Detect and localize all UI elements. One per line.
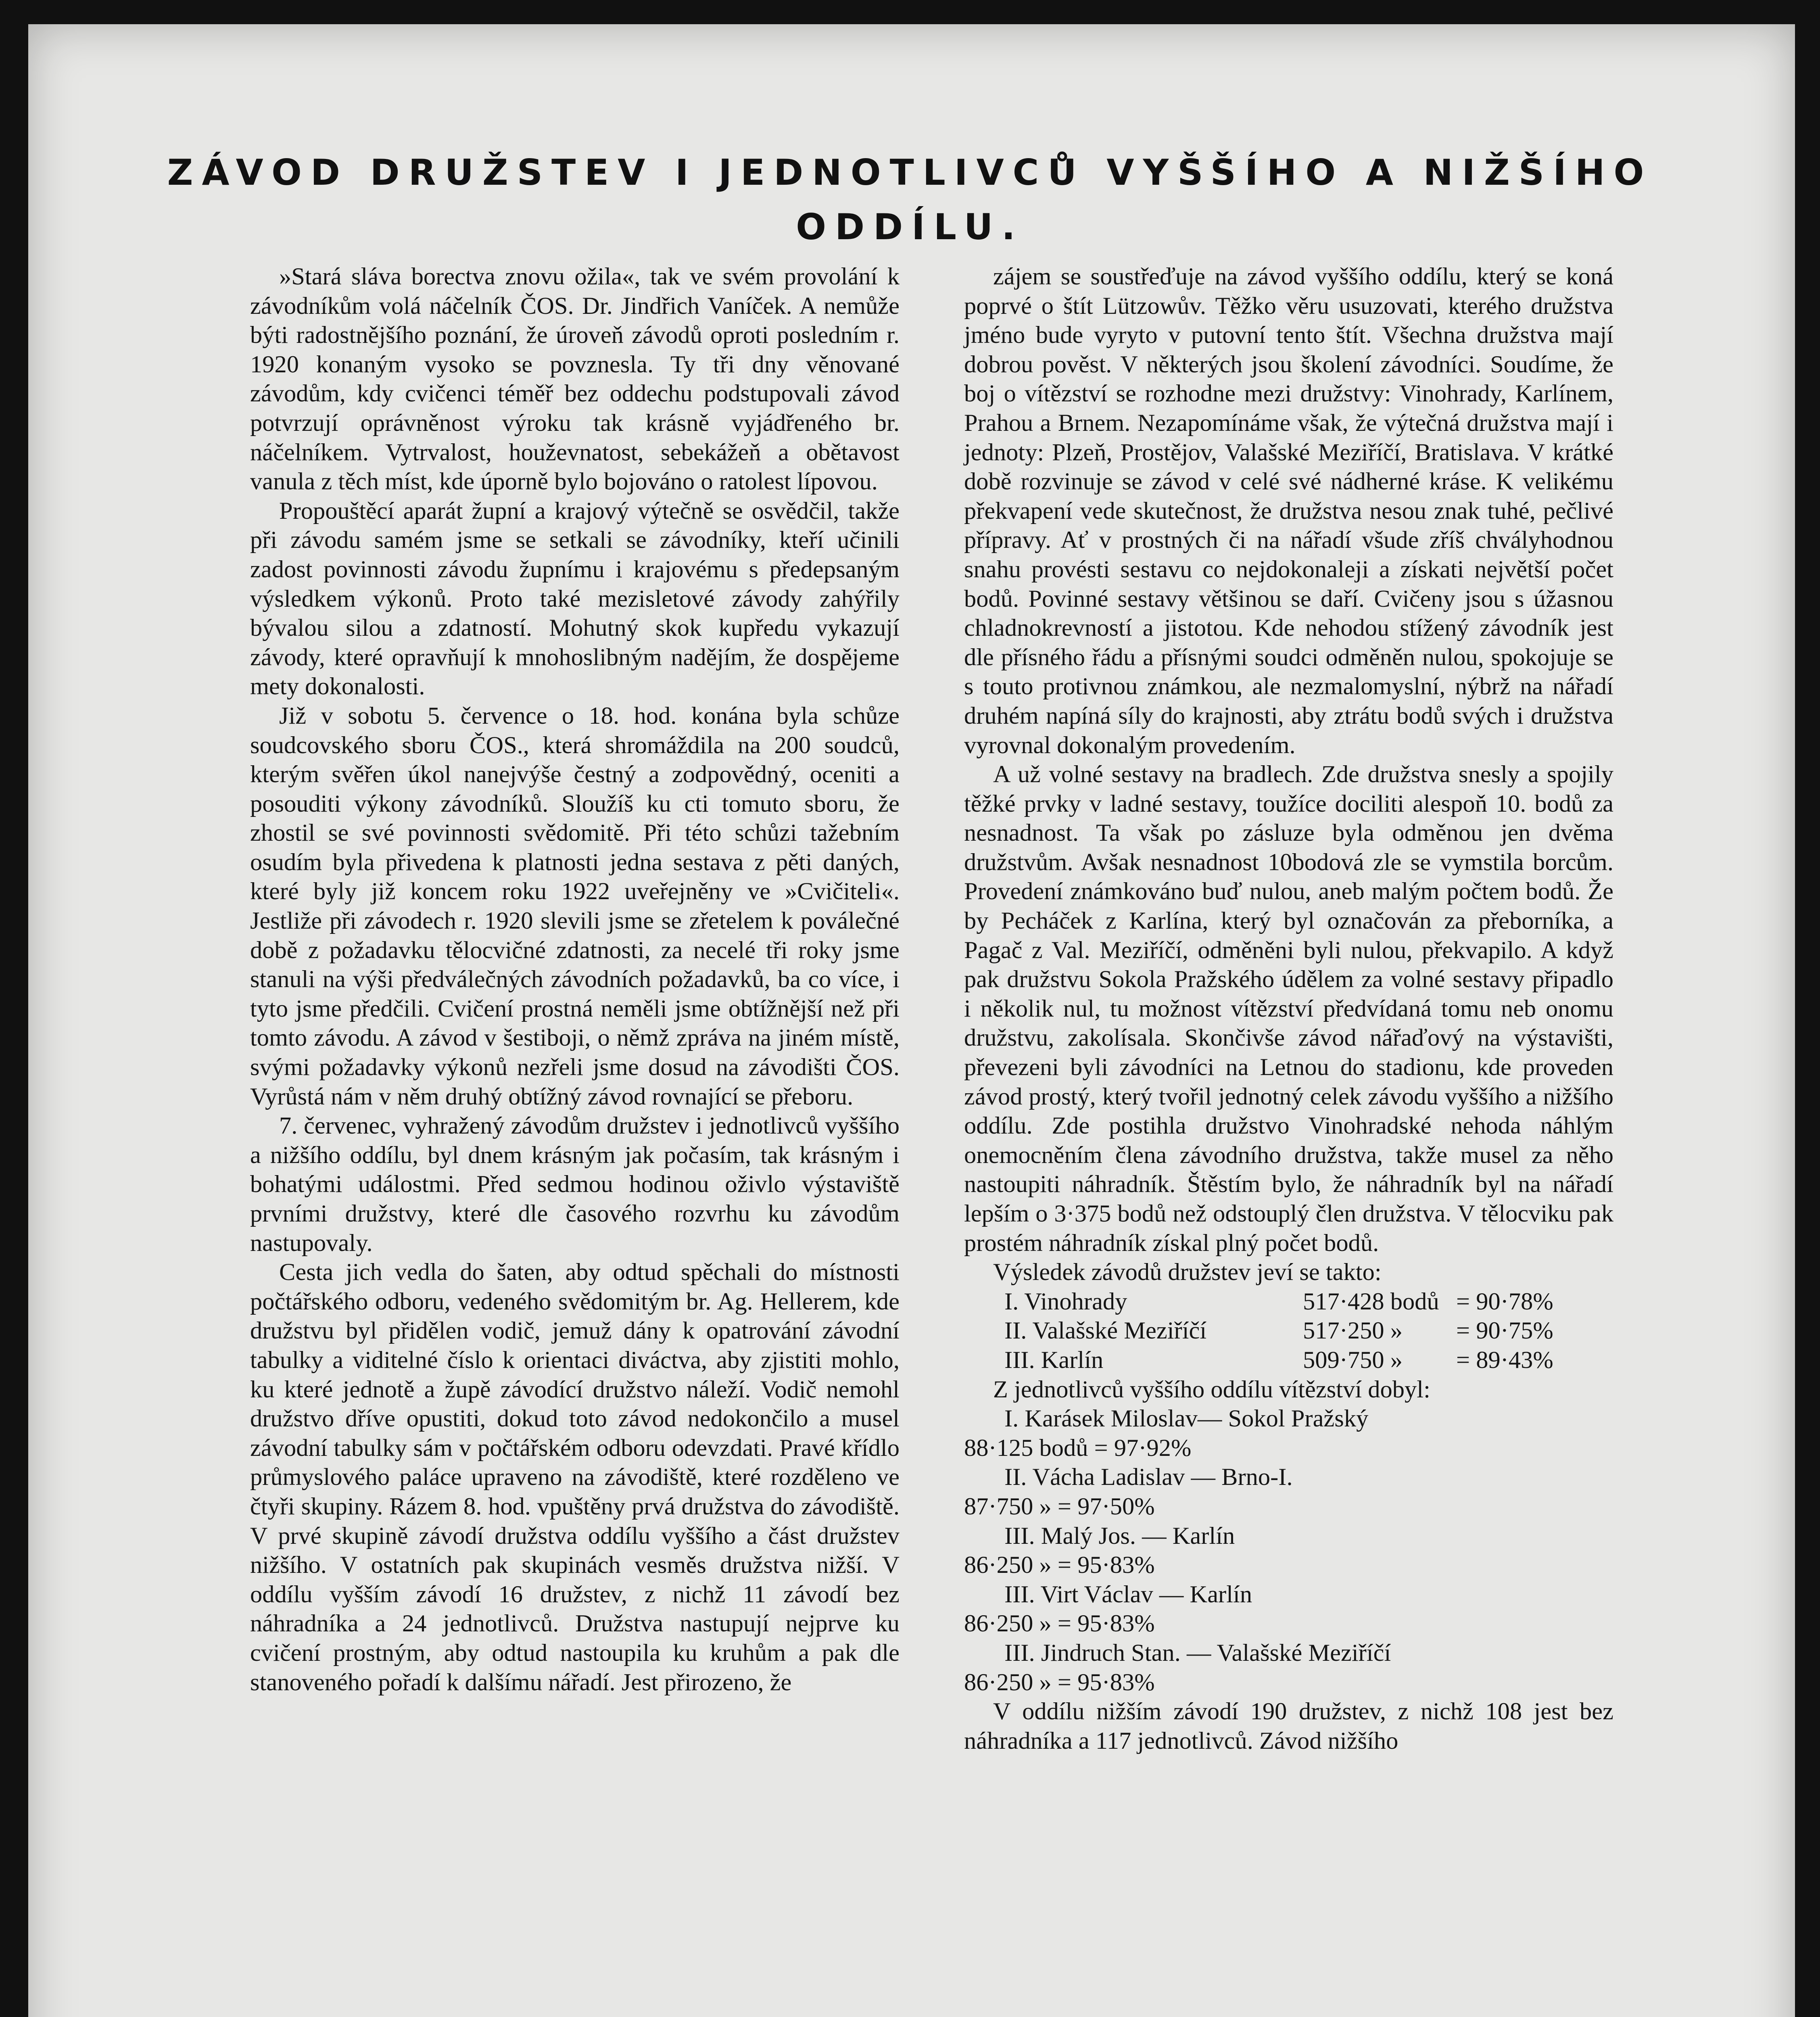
title-line-1: ZÁVOD DRUŽSTEV I JEDNOTLIVCŮ VYŠŠÍHO A NIŽŠÍHO <box>167 152 1653 193</box>
right-column <box>964 262 1613 1756</box>
team-name: III. Karlín <box>1004 1346 1104 1374</box>
paragraph: »Stará sláva borectva znovu ožila«, tak ve svém provolání k závodníkům volá náčelník ČOS. Dr. Jindřich Vaníček. A nemůže býti radostnějšího poznání, že úroveň závodů oproti posledním r. 1920 konaným vysoko se povznesla. Ty tři dny věnované závodům, kdy cvičenci téměř bez oddechu podstupovali závod potvrzují oprávněnost výroku tak krásně vyjádřeného br. náčelníkem. Vytrvalost, houževnatost, sebekážeň a obětavost vanula z těch míst, kde úporně bylo bojováno o ratolest lípovou. <box>250 263 900 495</box>
paragraph: zájem se soustřeďuje na závod vyššího oddílu, který se koná poprvé o štít Lützowův. Těžko věru usuzovati, kterého družstva jméno bude vyryto v putovní tento štít. Všechna družstva mají dobrou pověst. V některých jsou školení závodníci. Soudíme, že boj o vítězství se rozhodne mezi družstvy: Vinohrady, Karlínem, Prahou a Brnem. Nezapomínáme však, že výtečná družstva mají i jednoty: Plzeň, Prostějov, Valašské Meziříčí, Bratislava. V krátké době rozvinuje se závod v celé své nádherné kráse. K velikému překvapení vede skutečnost, že družstva nesou znak tuhé, pečlivé přípravy. Ať v prostných či na nářadí všude zříš chvályhodnou snahu provésti sestavu co nejdokonaleji a získati největší počet bodů. Povinné sestavy většinou se daří. Cvičeny jsou s úžasnou chladnokrevností a jistotou. Kde nehodou stížený závodník jest dle přísného řádu a přísnými soudci odměněn nulou, spokojuje se s touto protivnou známkou, ale nezmalomyslní, nýbrž na nářadí druhém napíná síly do krajnosti, aby ztrátu bodů svých i družstva vyrovnal dokonalým provedením. <box>964 263 1613 759</box>
individual-score: 86·250 » = 95·83% <box>964 1668 1155 1696</box>
left-column <box>250 262 900 1697</box>
individual-name: III. Virt Václav — Karlín <box>1004 1581 1252 1608</box>
individual-score: 86·250 » = 95·83% <box>964 1551 1155 1579</box>
paragraph: Cesta jich vedla do šaten, aby odtud spěchali do místnosti počtářského odboru, vedeného svědomitým br. Ag. Hellerem, kde družstvu byl přidělen vodič, jemuž dány k opatrování závodní tabulky a viditelné číslo k orientaci diváctva, aby zjistiti mohlo, ku které jednotě a župě závodící družstvo náleží. Vodič nemohl družstvo dříve opustiti, dokud toto závod nedokončilo a musel závodní tabulky sám v počtářském odboru odevzdati. Pravé křídlo průmyslového paláce upraveno na závodiště, které rozděleno ve čtyři skupiny. Rázem 8. hod. vpuštěny prvá družstva do závodiště. V prvé skupině závodí družstva oddílu vyššího a část družstev nižšího. V ostatních pak skupinách vesměs družstva nižší. V oddílu vyšším závodí 16 družstev, z nichž 11 závodí bez náhradníka a 24 jednotlivců. Družstva nastupují nejprve ku cvičení prostným, aby odtud nastoupila ku kruhům a pak dle stanoveného pořadí k dalšímu nářadí. Jest přirozeno, že <box>250 1259 900 1696</box>
individual-name: II. Vácha Ladislav — Brno-I. <box>1004 1464 1293 1491</box>
team-name: II. Valašské Meziříčí <box>1004 1317 1207 1345</box>
individual-score: 88·125 bodů = 97·92% <box>964 1434 1192 1462</box>
team-percent: = 90·75% <box>1456 1317 1553 1345</box>
team-result-row <box>964 1316 1613 1346</box>
paragraph: 7. červenec, vyhražený závodům družstev i jednotlivců vyššího a nižšího oddílu, byl dnem krásným jak počasím, tak krásným i bohatými událostmi. Před sedmou hodinou oživlo výstaviště prvními družstvy, které dle časového rozvrhu ku závodům nastupovaly. <box>250 1112 900 1257</box>
paragraph: A už volné sestavy na bradlech. Zde družstva snesly a spojily těžké prvky v ladné sestavy, toužíce dociliti alespoň 10. bodů za nesnadnost. Ta však po zásluze byla odměnou jen dvěma družstvům. Avšak nesnadnost 10bodová zle se vymstila borcům. Provedení známkováno buď nulou, aneb malým počtem bodů. Že by Pecháček z Karlína, který byl označován za přeborníka, a Pagač z Val. Meziříčí, odměněni byli nulou, překvapilo. A když pak družstvu Sokola Pražského údělem za volné sestavy připadlo i několik nul, tu možnost vítězství předvídaná tomu neb onomu družstvu, zakolísala. Skončivše závod nářaďový na výstavišti, převezeni byli závodníci na Letnou do stadionu, kde proveden závod prostý, který tvořil jednotný celek závodu vyššího a nižšího oddílu. Zde postihla družstvo Vinohradské nehoda náhlým onemocněním člena závodního družstva, takže musel za něho nastoupiti náhradník. Štěstím bylo, že náhradník byl na nářadí lepším o 3·375 bodů než odstouplý člen družstva. V tělocviku pak prostém náhradník získal plný počet bodů. <box>964 761 1613 1257</box>
team-points: 517·250 » <box>1303 1317 1403 1345</box>
team-result-row <box>964 1287 1613 1317</box>
individual-name: III. Malý Jos. — Karlín <box>1004 1522 1235 1549</box>
team-name: I. Vinohrady <box>1004 1288 1127 1315</box>
article-title <box>0 145 1820 254</box>
paragraph: Již v sobotu 5. července o 18. hod. konána byla schůze soudcovského sboru ČOS., která shromáždila na 200 soudců, kterým svěřen úkol nanejvýše čestný a zodpovědný, oceniti a posouditi výkony závodníků. Sloužíš ku cti tomuto sboru, že zhostil se své povinnosti svědomitě. Při této schůzi tažebním osudím byla přivedena k platnosti jedna sestava z pěti daných, které byly již koncem roku 1922 uveřejněny ve »Cvičiteli«. Jestliže při závodech r. 1920 slevili jsme se zřetelem k poválečné době z požadavku tělocvičné zdatnosti, za necelé tři roky jsme stanuli na výši předválečných závodních požadavků, ba co více, i tyto jsme předčili. Cvičení prostná neměli jsme obtížnější než při tomto závodu. A závod v šestiboji, o němž zpráva na jiném místě, svými požadavky výkonů nezřeli jsme dosud na závodišti ČOS. Vyrůstá nám v něm druhý obtížný závod rovnající se přeboru. <box>250 702 900 1110</box>
individual-name: I. Karásek Miloslav— Sokol Pražský <box>1004 1405 1369 1432</box>
title-line-2: ODDÍLU. <box>796 206 1024 248</box>
individual-results <box>964 1375 1613 1698</box>
closing-paragraph: V oddílu nižším závodí 190 družstev, z nichž 108 jest bez náhradníka a 117 jednotlivců. Závod nižšího <box>964 1698 1613 1754</box>
team-results <box>964 1258 1613 1375</box>
team-points: 517·428 bodů <box>1303 1288 1439 1315</box>
team-percent: = 90·78% <box>1456 1288 1553 1315</box>
team-result-row <box>964 1346 1613 1375</box>
individual-name: III. Jindruch Stan. — Valašské Meziříčí <box>1004 1639 1391 1666</box>
paragraph: Propouštěcí aparát župní a krajový výtečně se osvědčil, takže při závodu samém jsme se setkali se závodníky, kteří učinili zadost povinnosti závodu župnímu i krajovému s předepsaným výsledkem výkonů. Proto také mezisletové závody zahýřily bývalou silou a zdatností. Mohutný skok kupředu vykazují závody, které opravňují k mnohoslibným nadějím, že dospějeme mety dokonalosti. <box>250 497 900 700</box>
team-points: 509·750 » <box>1303 1346 1403 1374</box>
individual-score: 87·750 » = 97·50% <box>964 1493 1155 1520</box>
team-percent: = 89·43% <box>1456 1346 1553 1374</box>
individual-score: 86·250 » = 95·83% <box>964 1610 1155 1637</box>
individual-results-intro: Z jednotlivců vyššího oddílu vítězství dobyl: <box>993 1376 1430 1403</box>
team-results-intro: Výsledek závodů družstev jeví se takto: <box>993 1259 1382 1286</box>
